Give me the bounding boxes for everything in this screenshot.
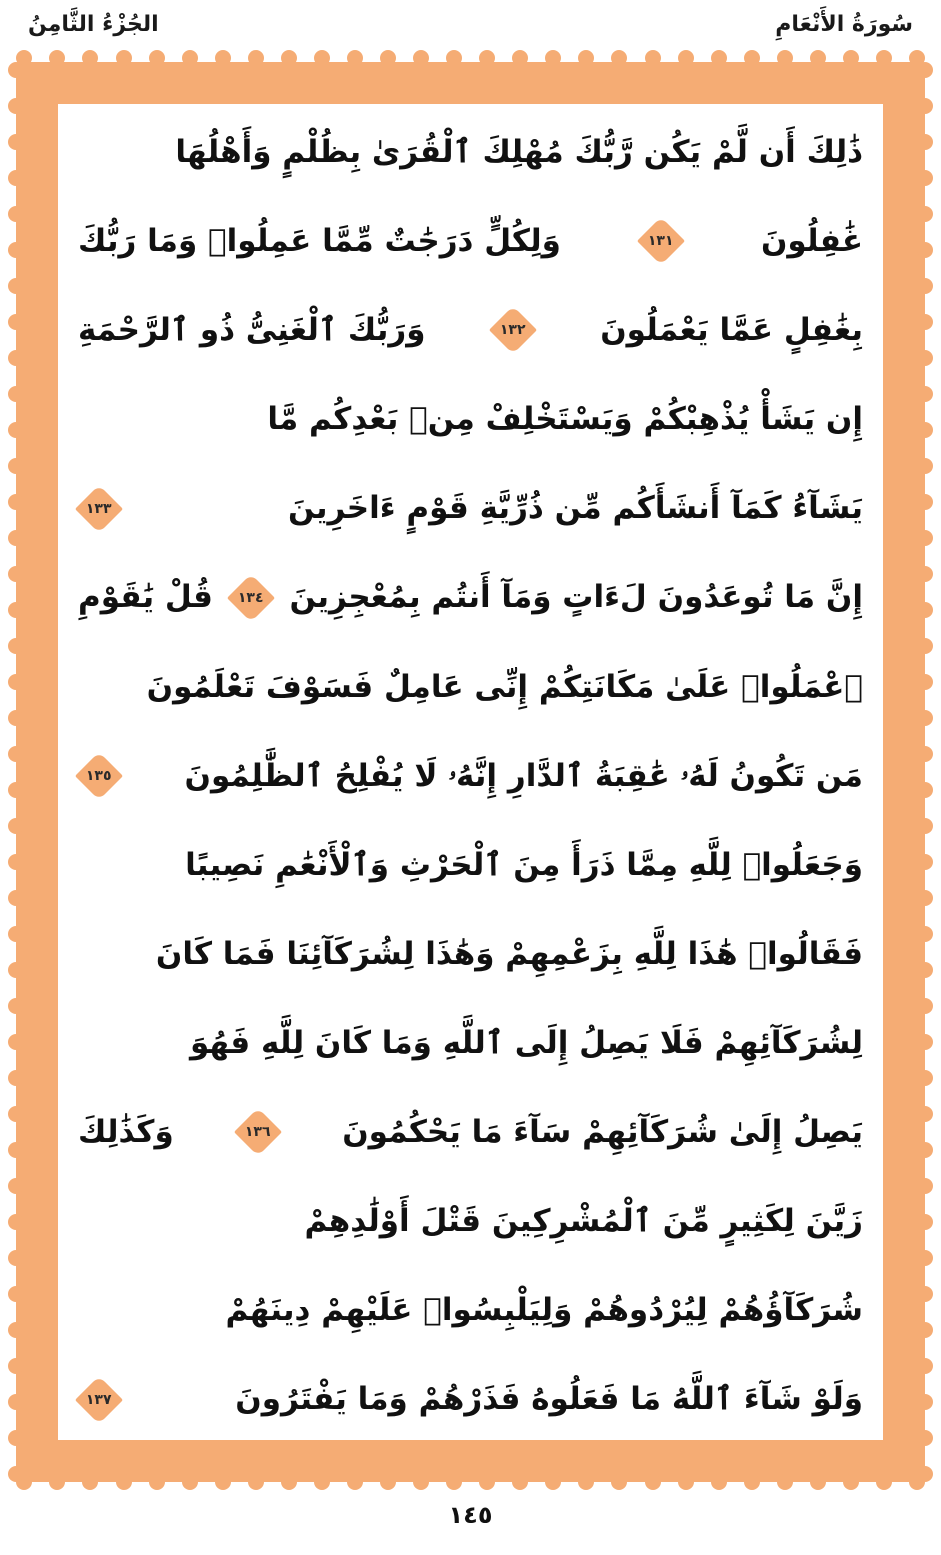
- ayah-line: [78, 758, 863, 795]
- ayah-text: إِن يَشَأْ يُذْهِبْكُمْ وَيَسْتَخْلِفْ مِنۢ بَعْدِكُم مَّا: [267, 401, 863, 438]
- ayah-text-continued: وَكَذَٰلِكَ: [78, 1114, 174, 1151]
- ayah-line: [78, 936, 863, 973]
- ayah-text-continued: وَلِكُلٍّ دَرَجَٰتٌ مِّمَّا عَمِلُوا۟ وَمَا رَبُّكَ: [78, 223, 561, 260]
- ayah-number-value: ١٣٤: [238, 589, 265, 606]
- ayah-line: [78, 223, 863, 260]
- ayah-number-marker: [75, 752, 123, 800]
- ayah-number-marker: [489, 306, 537, 354]
- ayah-number-value: ١٣٦: [245, 1124, 271, 1141]
- ayah-text: يَصِلُ إِلَىٰ شُرَكَآئِهِمْ سَآءَ مَا يَحْكُمُونَ: [342, 1114, 863, 1151]
- ayah-text-continued: قُلْ يَٰقَوْمِ: [78, 579, 213, 616]
- ayah-line: [78, 312, 863, 349]
- page-header: [0, 12, 941, 52]
- ayah-line: [78, 1292, 863, 1329]
- ayah-text: بِغَٰفِلٍ عَمَّا يَعْمَلُونَ: [600, 312, 863, 349]
- frame-scallop-left: [8, 62, 24, 1482]
- ayah-number-value: ١٣٣: [86, 500, 112, 517]
- ayah-line: [78, 1025, 863, 1062]
- ayah-text: يَشَآءُ كَمَآ أَنشَأَكُم مِّن ذُرِّيَّةِ قَوْمٍ ءَاخَرِينَ: [287, 490, 863, 527]
- ayah-number-marker: [637, 217, 685, 265]
- ayah-text: وَجَعَلُوا۟ لِلَّهِ مِمَّا ذَرَأَ مِنَ ٱلْحَرْثِ وَٱلْأَنْعَٰمِ نَصِيبًا: [185, 846, 863, 883]
- ayah-text: إِنَّ مَا تُوعَدُونَ لَءَاتٍ وَمَآ أَنتُم بِمُعْجِزِينَ: [289, 579, 863, 616]
- ayah-text: ٱعْمَلُوا۟ عَلَىٰ مَكَانَتِكُمْ إِنِّى عَامِلٌ فَسَوْفَ تَعْلَمُونَ: [146, 668, 863, 705]
- ayah-line: [78, 1114, 863, 1151]
- ayah-text: زَيَّنَ لِكَثِيرٍ مِّنَ ٱلْمُشْرِكِينَ قَتْلَ أَوْلَٰدِهِمْ: [304, 1203, 863, 1240]
- ayah-text: شُرَكَآؤُهُمْ لِيُرْدُوهُمْ وَلِيَلْبِسُوا۟ عَلَيْهِمْ دِينَهُمْ: [225, 1292, 863, 1329]
- frame-scallop-bottom: [16, 1474, 925, 1490]
- ayah-number-value: ١٣٥: [86, 767, 112, 784]
- ayah-line: [78, 847, 863, 884]
- quran-text-block: [64, 120, 877, 1426]
- ayah-number-marker: [75, 485, 123, 533]
- juz-label: الجُزْءُ الثَّامِنُ: [28, 12, 159, 37]
- ayah-text: لِشُرَكَآئِهِمْ فَلَا يَصِلُ إِلَى ٱللَّهِ وَمَا كَانَ لِلَّهِ فَهُوَ: [190, 1024, 863, 1061]
- ayah-text: فَقَالُوا۟ هَٰذَا لِلَّهِ بِزَعْمِهِمْ وَهَٰذَا لِشُرَكَآئِنَا فَمَا كَانَ: [155, 935, 863, 972]
- ayah-number-value: ١٣١: [648, 233, 674, 250]
- frame-scallop-top: [16, 50, 925, 66]
- ayah-line: [78, 134, 863, 171]
- ayah-text: وَلَوْ شَآءَ ٱللَّهُ مَا فَعَلُوهُ فَذَرْهُمْ وَمَا يَفْتَرُونَ: [235, 1381, 863, 1418]
- ayah-line: [78, 490, 863, 527]
- ayah-line: [78, 1381, 863, 1418]
- ayah-number-marker: [75, 1376, 123, 1424]
- ayah-text: ذَٰلِكَ أَن لَّمْ يَكُن رَّبُّكَ مُهْلِكَ ٱلْقُرَىٰ بِظُلْمٍ وَأَهْلُهَا: [175, 134, 863, 170]
- ayah-number-marker: [227, 574, 275, 622]
- ayah-text: مَن تَكُونُ لَهُۥ عَٰقِبَةُ ٱلدَّارِ إِنَّهُۥ لَا يُفْلِحُ ٱلظَّٰلِمُونَ: [184, 757, 863, 794]
- frame-scallop-right: [917, 62, 933, 1482]
- ayah-line: [78, 1203, 863, 1240]
- ayah-text: غَٰفِلُونَ: [760, 223, 863, 260]
- ayah-number-value: ١٣٢: [500, 322, 526, 339]
- ayah-line: [78, 669, 863, 706]
- ayah-line: [78, 579, 863, 616]
- ayah-line: [78, 401, 863, 438]
- ayah-number-marker: [234, 1108, 282, 1156]
- ayah-text-continued: وَرَبُّكَ ٱلْغَنِىُّ ذُو ٱلرَّحْمَةِ: [78, 312, 426, 349]
- page-number: ١٤٥: [448, 1501, 493, 1529]
- ayah-number-value: ١٣٧: [86, 1391, 112, 1408]
- surah-label: سُورَةُ الأَنْعَامِ: [775, 12, 913, 37]
